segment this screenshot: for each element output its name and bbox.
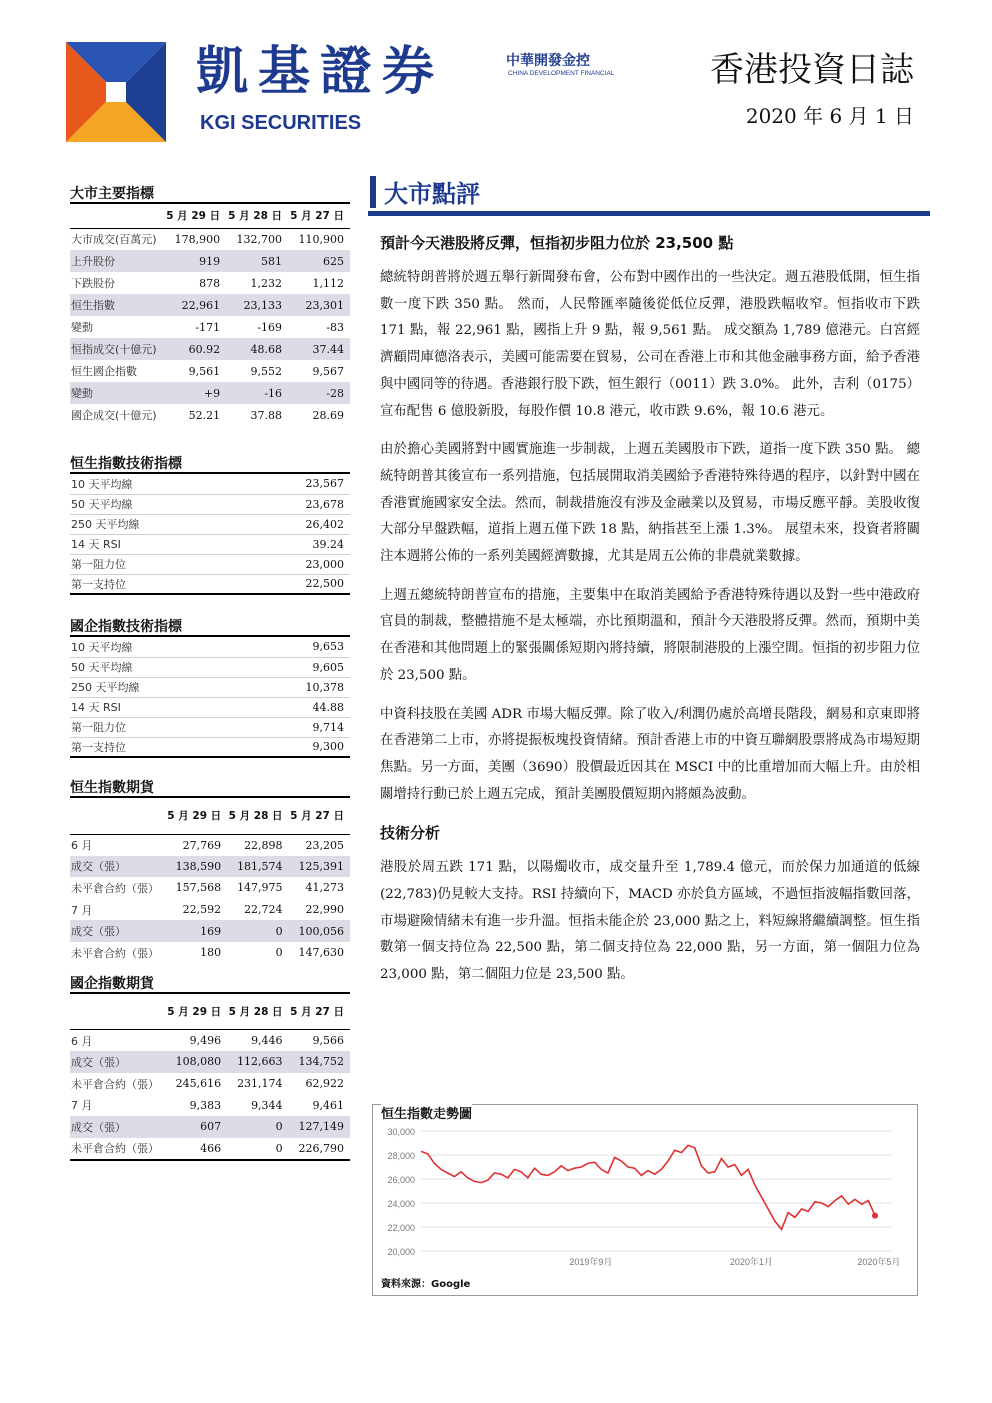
cell-value: 39.24 — [245, 534, 350, 554]
cell-value: 157,568 — [175, 881, 222, 895]
hscei-futures-table — [70, 994, 350, 1160]
cell-value: 147,630 — [298, 946, 344, 960]
row-label: 未平倉合約（張） — [71, 1077, 159, 1091]
market-indicators-table — [70, 204, 350, 426]
x-tick-label: 2020年1月 — [729, 1257, 773, 1267]
cell-value: 44.88 — [245, 697, 350, 717]
table-row — [70, 554, 350, 574]
hscei-futures-title: 國企指數期貨 — [70, 974, 350, 994]
paragraph: 總統特朗普將於週五舉行新聞發布會，公布對中國作出的一些決定。週五港股低開，恒生指數一度下跌 350 點。 然而，人民幣匯率隨後從低位反彈，港股跌幅收窄。恒指收市下跌 171 點，報 22,961 點，國指上升 9 點，報 9,561 點。 成交額為 1,789 億港元。白宮經濟顧問庫德洛表示，美國可能需要在貿易，公司在香港上市和其他金融事務方面，給予香港與中國同等的待遇。香港銀行股下跌，恒生銀行（0011）跌 3.0%。 此外，吉利（0175）宣布配售 6 億股新股，每股作價 10.8 港元，收市跌 9.6%，報 10.6 港元。 — [380, 270, 920, 419]
parent-company-cn: 中華開發金控 — [506, 53, 590, 69]
hsi-futures-table — [70, 798, 350, 964]
date-header: 5 月 29 日 — [164, 204, 226, 228]
hsi-tech-title: 恒生指數技術指標 — [70, 454, 350, 474]
row-label: 大市成交(百萬元) — [71, 233, 157, 247]
paragraph: 中資科技股在美國 ADR 市場大幅反彈。除了收入/利潤仍處於高增長階段，網易和京東即將在香港第二上市，亦將提振板塊投資情緒。預計香港上市的中資互聯網股票將成為市場短期焦點。另一方面，美團（3690）股價最近因其在 MSCI 中的比重增加而大幅上升。由於相關增持行動已於上週五完成，預計美團股價短期內將頗為波動。 — [380, 706, 920, 802]
paragraph: 由於擔心美國將對中國實施進一步制裁，上週五美國股市下跌，道指一度下跌 350 點。 總統特朗普其後宣布一系列措施，包括展開取消美國給予香港特殊待遇的程序，以針對中國在香港實施國家安全法。然而，制裁措施沒有涉及金融業以及貿易，市場反應平靜。美股收復大部分早盤跌幅，道指上週五僅下跌 18 點，納指甚至上漲 1.3%。 展望未來，投資者將關注本週將公佈的一系列美國經濟數據，尤其是周五公佈的非農就業數據。 — [380, 442, 920, 565]
cell-value: 60.92 — [164, 338, 226, 360]
cell-value: 9,383 — [189, 1098, 222, 1112]
hscei-tech-title: 國企指數技術指標 — [70, 617, 350, 637]
row-label: 10 天平均線 — [70, 474, 245, 494]
cell-value: -169 — [257, 320, 283, 334]
x-tick-label: 2019年9月 — [569, 1257, 613, 1267]
row-label: 變動 — [71, 321, 93, 334]
hsi-futures-title: 恒生指數期貨 — [70, 778, 350, 798]
kgi-logo — [66, 42, 166, 142]
table-row — [70, 404, 350, 426]
cell-value: 607 — [166, 1116, 227, 1138]
cell-value: 22,592 — [182, 903, 222, 917]
row-label: 成交（張） — [70, 1051, 166, 1073]
table-row — [70, 1030, 350, 1052]
table-row — [70, 657, 350, 677]
table-row — [70, 637, 350, 657]
left-column — [70, 184, 350, 1161]
table-row — [70, 228, 350, 250]
table-row — [70, 494, 350, 514]
report-date: 2020 年 6 月 1 日 — [745, 104, 914, 128]
cell-value: 52.21 — [188, 408, 221, 422]
table-row — [70, 360, 350, 382]
row-label: 變動 — [70, 382, 164, 404]
row-label: 上升股份 — [70, 250, 164, 272]
cell-value: 625 — [288, 250, 350, 272]
cell-value: 127,149 — [289, 1116, 350, 1138]
row-label: 第一支持位 — [70, 574, 245, 594]
cell-value: 181,574 — [227, 856, 288, 878]
cell-value: 48.68 — [226, 338, 288, 360]
cell-value: 27,769 — [182, 838, 222, 852]
date-header: 5 月 27 日 — [288, 204, 350, 228]
row-label: 第一阻力位 — [70, 717, 245, 737]
cell-value: 0 — [275, 946, 283, 960]
hsi-tech-table — [70, 474, 350, 595]
row-label: 未平倉合約（張） — [71, 881, 159, 895]
table-row — [70, 717, 350, 737]
row-label: 6 月 — [71, 1034, 93, 1048]
cell-value: 37.88 — [250, 408, 283, 422]
table-row — [70, 877, 350, 899]
y-tick-label: 26,000 — [387, 1175, 415, 1185]
commentary-section-title: 大市點評 — [384, 180, 480, 208]
table-row — [70, 382, 350, 404]
row-label: 10 天平均線 — [70, 637, 245, 657]
row-label: 恒指成交(十億元) — [70, 338, 164, 360]
cell-value: 9,552 — [250, 364, 283, 378]
cell-value: 245,616 — [175, 1077, 222, 1091]
date-header: 5 月 27 日 — [289, 798, 350, 834]
cell-value: 581 — [226, 250, 288, 272]
parent-company-en: CHINA DEVELOPMENT FINANCIAL — [508, 70, 615, 77]
chart-plot — [373, 1123, 917, 1289]
cell-value: 147,975 — [237, 881, 283, 895]
row-label: 恒生指數 — [70, 294, 164, 316]
data-point — [872, 1213, 878, 1219]
table-row — [70, 250, 350, 272]
table-row — [70, 574, 350, 594]
cell-value: 9,567 — [312, 364, 344, 378]
cell-value: -16 — [226, 382, 288, 404]
hsi-chart — [372, 1104, 918, 1296]
date-header: 5 月 29 日 — [166, 994, 227, 1030]
report-title: 香港投資日誌 — [710, 50, 914, 90]
cell-value: 23,678 — [245, 494, 350, 514]
cell-value: 23,133 — [226, 294, 288, 316]
row-label: 250 天平均線 — [70, 677, 245, 697]
row-label: 7 月 — [71, 1099, 93, 1113]
cell-value: 169 — [166, 920, 227, 942]
table-row — [70, 1116, 350, 1138]
cell-value: 0 — [227, 1116, 288, 1138]
cell-value: 23,301 — [288, 294, 350, 316]
cell-value: 919 — [164, 250, 226, 272]
row-label: 國企成交(十億元) — [71, 409, 157, 422]
table-row — [70, 514, 350, 534]
cell-value: 125,391 — [289, 856, 350, 878]
cell-value: 23,567 — [245, 474, 350, 494]
table-row — [70, 856, 350, 878]
series-line — [421, 1145, 875, 1229]
cell-value: 9,566 — [312, 1034, 344, 1048]
date-header: 5 月 28 日 — [227, 798, 288, 834]
table-row — [70, 1073, 350, 1095]
technical-analysis-title: 技術分析 — [380, 824, 441, 843]
date-header: 5 月 29 日 — [166, 798, 227, 834]
table-row — [70, 316, 350, 338]
cell-value: 9,496 — [189, 1034, 222, 1048]
cell-value: 9,300 — [245, 737, 350, 757]
cell-value: 138,590 — [166, 856, 227, 878]
table-row — [70, 1138, 350, 1160]
technical-analysis-paragraph: 港股於周五跌 171 點，以陽燭收市，成交量升至 1,789.4 億元，而於保力加通道的低線(22,783)仍見較大支持。RSI 持續向下，MACD 亦於負方區域，不過恒指波幅指數回落，市場避險情緒未有進一步升溫。恒指未能企於 23,000 點之上，料短線將繼續調整。恒生指數第一個支持位為 22,500 點，第二個支持位為 22,000 點，另一方面，第一個阻力位為 23,000 點，第二個阻力位是 23,500 點。 — [380, 860, 920, 983]
brand-name-cn: 凱基證券 — [196, 42, 445, 102]
cell-value: 9,344 — [251, 1098, 283, 1112]
cell-value: 22,990 — [305, 903, 344, 917]
x-tick-label: 2020年5月 — [857, 1257, 901, 1267]
row-label: 第一支持位 — [70, 737, 245, 757]
row-label: 14 天 RSI — [70, 534, 245, 554]
cell-value: 112,663 — [227, 1051, 288, 1073]
table-row — [70, 834, 350, 856]
cell-value: 226,790 — [298, 1141, 344, 1155]
row-label: 成交（張） — [70, 1116, 166, 1138]
table-row — [70, 1094, 350, 1116]
cell-value: 878 — [199, 276, 221, 290]
cell-value: 0 — [227, 920, 288, 942]
cell-value: 22,898 — [244, 838, 283, 852]
cell-value: 110,900 — [298, 232, 344, 246]
row-label: 第一阻力位 — [70, 554, 245, 574]
cell-value: 231,174 — [237, 1077, 283, 1091]
cell-value: 0 — [275, 1141, 283, 1155]
cell-value: -28 — [288, 382, 350, 404]
cell-value: 132,700 — [236, 232, 283, 246]
cell-value: 41,273 — [305, 881, 344, 895]
cell-value: 26,402 — [245, 514, 350, 534]
row-label: 250 天平均線 — [70, 514, 245, 534]
cell-value: 22,961 — [164, 294, 226, 316]
commentary-header — [368, 172, 930, 216]
table-row — [70, 677, 350, 697]
table-row — [70, 899, 350, 921]
row-label: 50 天平均線 — [70, 494, 245, 514]
cell-value: 9,446 — [251, 1034, 283, 1048]
chart-source: 資料來源：Google — [381, 1279, 471, 1290]
cell-value: 9,653 — [245, 637, 350, 657]
article-headline: 預計今天港股將反彈，恒指初步阻力位於 23,500 點 — [380, 234, 734, 252]
table-row — [70, 272, 350, 294]
paragraph: 上週五總統特朗普宣布的措施，主要集中在取消美國給予香港特殊待遇以及對一些中港政府官員的制裁，整體措施不是太極端，亦比預期溫和，預計今天港股將反彈。然而，預期中美在香港和其他問題上的緊張關係短期內將持續，將限制港股的上漲空間。恒指的初步阻力位於 23,500 點。 — [380, 587, 920, 683]
row-label: 6 月 — [71, 839, 93, 853]
row-label: 14 天 RSI — [70, 697, 245, 717]
date-header: 5 月 27 日 — [289, 994, 350, 1030]
cell-value: 28.69 — [312, 408, 344, 422]
row-label: 50 天平均線 — [70, 657, 245, 677]
cell-value: 134,752 — [289, 1051, 350, 1073]
cell-value: 180 — [200, 946, 222, 960]
y-tick-label: 22,000 — [387, 1223, 415, 1233]
cell-value: 22,724 — [244, 903, 283, 917]
table-row — [70, 697, 350, 717]
y-tick-label: 30,000 — [387, 1127, 415, 1137]
row-label: 未平倉合約（張） — [71, 1142, 159, 1156]
cell-value: 1,232 — [250, 276, 283, 290]
table-row — [70, 534, 350, 554]
cell-value: 9,461 — [312, 1098, 344, 1112]
hscei-tech-table — [70, 637, 350, 758]
row-label: 7 月 — [71, 903, 93, 917]
cell-value: 9,605 — [245, 657, 350, 677]
table-row — [70, 737, 350, 757]
cell-value: 178,900 — [174, 232, 221, 246]
cell-value: 9,561 — [188, 364, 221, 378]
table-row — [70, 474, 350, 494]
y-tick-label: 20,000 — [387, 1247, 415, 1257]
y-tick-label: 28,000 — [387, 1151, 415, 1161]
cell-value: +9 — [164, 382, 226, 404]
table-row — [70, 920, 350, 942]
y-tick-label: 24,000 — [387, 1199, 415, 1209]
cell-value: -83 — [326, 320, 344, 334]
cell-value: 22,500 — [245, 574, 350, 594]
row-label: 成交（張） — [70, 856, 166, 878]
row-label: 未平倉合約（張） — [71, 946, 159, 960]
market-indicators-title: 大市主要指標 — [70, 184, 350, 204]
right-column — [368, 172, 930, 989]
cell-value: 108,080 — [166, 1051, 227, 1073]
table-row — [70, 338, 350, 360]
row-label: 成交（張） — [70, 920, 166, 942]
cell-value: -171 — [195, 320, 221, 334]
cell-value: 10,378 — [245, 677, 350, 697]
cell-value: 62,922 — [305, 1077, 344, 1091]
date-header: 5 月 28 日 — [227, 994, 288, 1030]
date-header: 5 月 28 日 — [226, 204, 288, 228]
chart-title: 恒生指數走勢圖 — [381, 1103, 472, 1122]
cell-value: 466 — [200, 1141, 222, 1155]
table-row — [70, 942, 350, 964]
row-label: 下跌股份 — [71, 277, 115, 290]
table-row — [70, 1051, 350, 1073]
row-label: 恒生國企指數 — [71, 365, 137, 378]
cell-value: 37.44 — [288, 338, 350, 360]
cell-value: 23,000 — [245, 554, 350, 574]
brand-name-en: KGI SECURITIES — [200, 112, 362, 134]
cell-value: 100,056 — [289, 920, 350, 942]
cell-value: 23,205 — [305, 838, 344, 852]
cell-value: 9,714 — [245, 717, 350, 737]
cell-value: 1,112 — [312, 276, 344, 290]
table-row — [70, 294, 350, 316]
